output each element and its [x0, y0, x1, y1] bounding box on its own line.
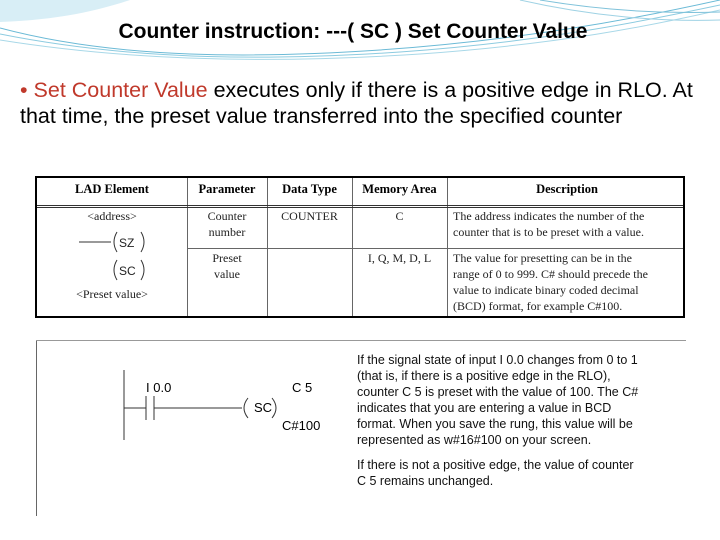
description-line: C 5 remains unchanged.	[357, 474, 494, 488]
description-line: If the signal state of input I 0.0 changes from 0 to 1	[357, 353, 638, 367]
lad-preset: <Preset value>	[76, 287, 148, 301]
lad-sc-label: SC	[119, 264, 136, 278]
row1-memory-area: C	[395, 209, 404, 223]
header-description: Description	[536, 182, 598, 196]
figure-frame	[36, 340, 37, 516]
column-divider	[267, 178, 268, 316]
description-line: indicates that you are entering a value in BCD	[357, 401, 612, 415]
lad-sz-label: SZ	[119, 236, 135, 250]
row2-description-line: range of 0 to 999. C# should precede the	[453, 267, 648, 281]
column-divider	[187, 178, 188, 316]
row1-parameter-line: number	[208, 225, 246, 239]
example-description	[357, 352, 687, 498]
row1-description-line: counter that is to be preset with a value.	[453, 225, 644, 239]
row2-description-line: (BCD) format, for example C#100.	[453, 299, 623, 313]
column-divider	[352, 178, 353, 316]
row2-description-line: The value for presetting can be in the	[453, 251, 632, 265]
row-separator	[187, 248, 683, 249]
row2-parameter-line: value	[214, 267, 240, 281]
description-line: If there is not a positive edge, the value of counter	[357, 458, 634, 472]
bullet-body: executes only if there is a positive edge in RLO. At that time, the preset value transferred into the specified counter	[20, 78, 693, 129]
coil-label: SC	[254, 400, 273, 415]
slide-title: Counter instruction: ---( SC ) Set Counter Value	[118, 20, 588, 43]
parameter-table	[35, 176, 685, 318]
row1-parameter	[187, 208, 267, 240]
row2-description	[453, 250, 685, 314]
row2-description-line: value to indicate binary coded decimal	[453, 283, 639, 297]
row1-parameter-line: Counter	[207, 209, 247, 223]
row2-parameter	[187, 250, 267, 282]
example-figure	[36, 340, 686, 516]
description-line: format. When you save the rung, this value will be	[357, 417, 633, 431]
description-paragraph-1	[357, 352, 687, 448]
bullet-paragraph	[20, 77, 710, 129]
description-line: represented as w#16#100 on your screen.	[357, 433, 592, 447]
description-line: (that is, if there is a positive edge in the RLO),	[357, 369, 611, 383]
row2-parameter-line: Preset	[212, 251, 242, 265]
row2-memory-area: I, Q, M, D, L	[367, 251, 432, 265]
column-divider	[447, 178, 448, 316]
description-line: counter C 5 is preset with the value of 100. The C#	[357, 385, 639, 399]
preset-label: C#100	[282, 418, 321, 433]
bullet-marker: •	[20, 78, 28, 102]
description-paragraph-2	[357, 457, 687, 489]
header-memory-area: Memory Area	[362, 182, 437, 196]
header-parameter: Parameter	[198, 182, 256, 196]
counter-label: C 5	[292, 380, 313, 395]
row1-description-line: The address indicates the number of the	[453, 209, 645, 223]
header-lad-element: LAD Element	[75, 182, 149, 196]
lad-address: <address>	[87, 209, 137, 223]
figure-frame	[36, 340, 686, 341]
row1-description	[453, 208, 685, 240]
row1-data-type: COUNTER	[281, 209, 338, 223]
input-label: I 0.0	[146, 380, 172, 395]
highlight-text: Set Counter Value	[33, 78, 208, 102]
header-data-type: Data Type	[282, 182, 337, 196]
